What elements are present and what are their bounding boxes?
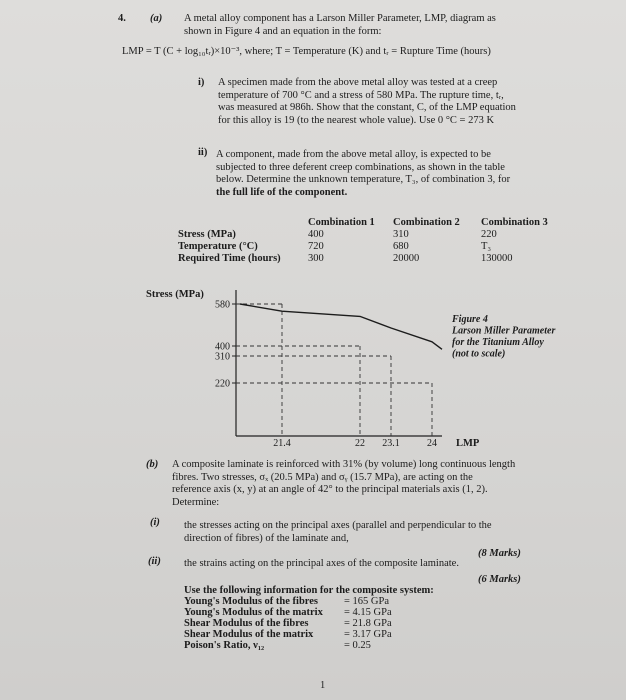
figure-caption-line: Figure 4 (452, 314, 488, 325)
q1-line: the stresses acting on the principal axes (parallel and perpendicular to the (184, 520, 492, 531)
intro-line: A metal alloy component has a Larson Miller Parameter, LMP, diagram as (184, 13, 496, 24)
part-b-line: Determine: (172, 496, 220, 508)
info-value: = 165 GPa (344, 596, 390, 607)
q1-line: direction of fibres) of the laminate and, (184, 532, 349, 544)
part-b-line: reference axis (x, y) at an angle of 42° to the principal materials axis (1, 2). (172, 484, 488, 495)
table-cell: 130000 (481, 253, 513, 264)
info-intro: Use the following information for the composite system: (184, 585, 434, 596)
table-header: Combination 2 (393, 217, 460, 228)
sub-ii-line: subjected to three deferent creep combinations, as shown in the table (216, 161, 505, 173)
info-value: = 4.15 GPa (344, 607, 392, 618)
table-cell: 680 (393, 241, 409, 252)
intro-line: shown in Figure 4 and an equation in the form: (184, 25, 382, 37)
y-tick-label: 400 (215, 341, 230, 353)
y-axis-label: Stress (MPa) (146, 289, 204, 300)
table-row-label: Stress (MPa) (178, 229, 236, 240)
page-number: 1 (320, 680, 326, 691)
lmp-equation: LMP = T (C + log₁₀tᵣ)×10⁻³, where; T = Temperature (K) and tᵣ = Rupture Time (hours) (122, 46, 491, 57)
info-label: Shear Modulus of the matrix (184, 629, 314, 640)
x-axis-label: LMP (456, 438, 480, 449)
q1-paragraph (184, 520, 492, 545)
sub-i-line: for this alloy is 19 (to the nearest whole value). Use 0 °C = 273 K (218, 114, 495, 126)
q2-label: (ii) (148, 556, 161, 567)
info-label: Poison's Ratio, ν₁₂ (184, 640, 265, 651)
sub-ii-label: ii) (198, 147, 208, 158)
info-label: Young's Modulus of the matrix (184, 607, 323, 618)
x-tick-label: 23.1 (382, 438, 400, 449)
question-number: 4. (118, 13, 126, 24)
table-cell: T₃ (481, 241, 492, 252)
sub-ii-line: below. Determine the unknown temperature, T₃, of combination 3, for (216, 174, 511, 185)
y-tick-label: 580 (215, 299, 230, 311)
part-a-label: (a) (150, 13, 163, 24)
table-row-label: Temperature (°C) (178, 241, 258, 252)
info-value: = 3.17 GPa (344, 629, 392, 640)
sub-ii-line: A component, made from the above metal alloy, is expected to be (216, 149, 491, 160)
q1-label: (i) (150, 517, 160, 528)
info-label: Shear Modulus of the fibres (184, 618, 309, 629)
info-value: = 0.25 (344, 640, 371, 651)
table-cell: 220 (481, 229, 497, 240)
table-cell: 310 (393, 229, 409, 240)
info-value: = 21.8 GPa (344, 618, 392, 629)
sub-i-line: temperature of 700 °C and a stress of 580 MPa. The rupture time, tᵣ, (218, 89, 504, 101)
q2-text: the strains acting on the principal axes of the composite laminate. (184, 558, 459, 569)
figure-caption-line: (not to scale) (452, 348, 506, 360)
x-tick-label: 22 (355, 438, 365, 449)
table-header: Combination 3 (481, 217, 548, 228)
x-tick-label: 21.4 (273, 438, 291, 449)
info-label: Young's Modulus of the fibres (184, 596, 318, 607)
table-header: Combination 1 (308, 217, 375, 228)
y-tick-label: 310 (215, 351, 230, 363)
x-tick-label: 24 (427, 438, 437, 449)
part-b-paragraph (172, 459, 515, 509)
table-cell: 300 (308, 253, 324, 264)
figure-caption-line: Larson Miller Parameter (452, 325, 556, 337)
part-b-line: A composite laminate is reinforced with 31% (by volume) long continuous length (172, 459, 516, 470)
table-cell: 400 (308, 229, 324, 240)
part-b-label: (b) (146, 459, 159, 470)
sub-i-label: i) (198, 77, 205, 88)
figure-caption-line: for the Titanium Alloy (452, 337, 544, 348)
q2-marks: (6 Marks) (478, 574, 521, 585)
sub-i-line: was measured at 986h. Show that the constant, C, of the LMP equation (218, 102, 516, 113)
sub-ii-line: the full life of the component. (216, 186, 348, 198)
table-row-label: Required Time (hours) (178, 253, 281, 264)
sub-i-line: A specimen made from the above metal alloy was tested at a creep (218, 77, 498, 88)
table-cell: 20000 (393, 253, 420, 264)
part-b-line: fibres. Two stresses, σₓ (20.5 MPa) and σᵧ (15.7 MPa), are acting on the (172, 471, 473, 483)
q1-marks: (8 Marks) (478, 548, 521, 559)
y-tick-label: 220 (215, 378, 230, 390)
lmp-curve (240, 304, 442, 349)
table-cell: 720 (308, 241, 324, 252)
